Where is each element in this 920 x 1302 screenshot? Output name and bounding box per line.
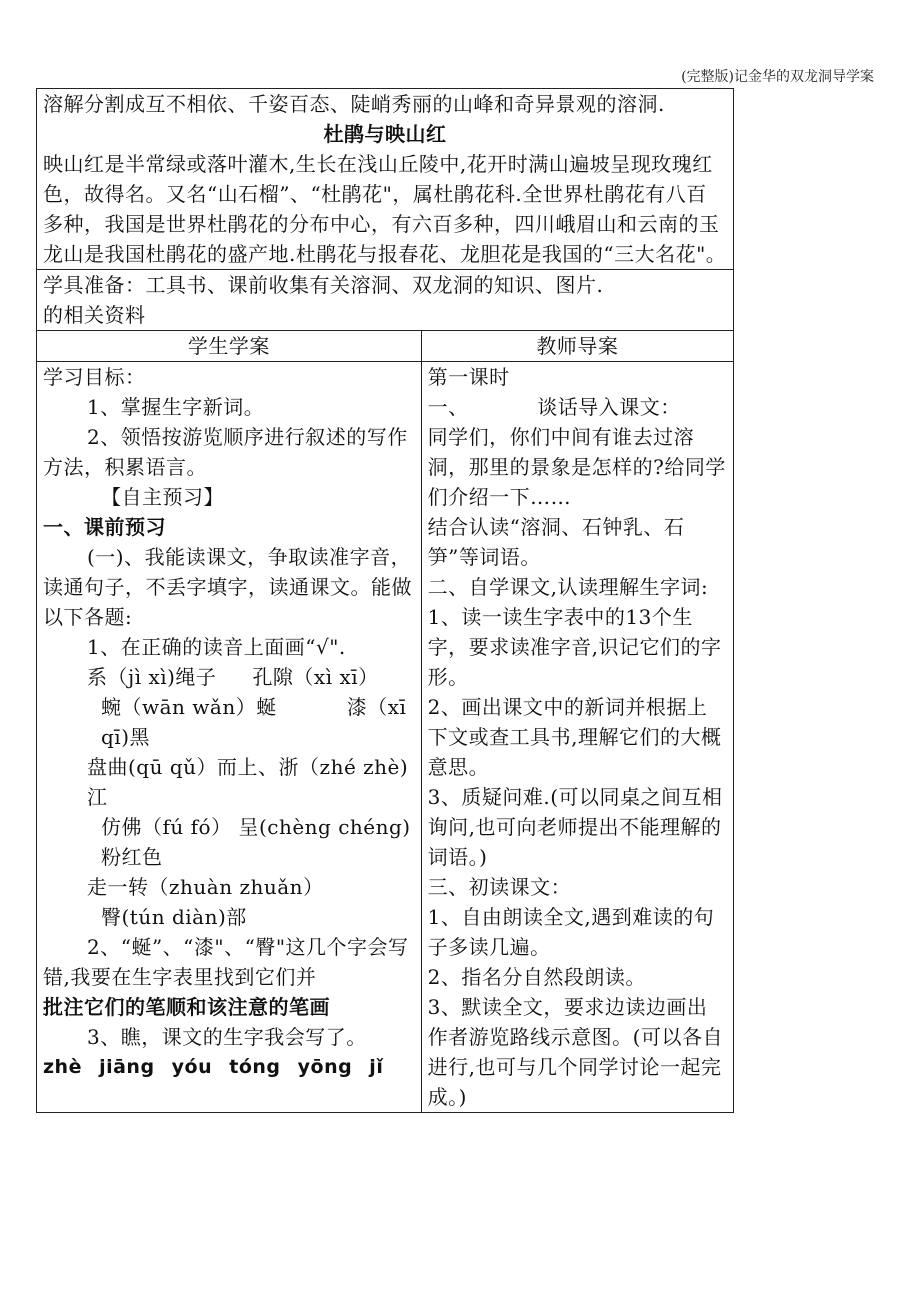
section-heading: 杜鹃与映山红 <box>323 122 447 146</box>
pronunciation-row: 臀(tún diàn)部 <box>101 905 247 929</box>
teacher-text: 1、自由朗读全文,遇到难读的句子多读几遍。 <box>427 905 715 959</box>
lesson-plan-table <box>36 88 734 1113</box>
prep-line: 学具准备：工具书、课前收集有关溶洞、双龙洞的知识、图片. <box>43 273 604 297</box>
pinyin-line: zhè jiāng yóu tóng yōng jǐ <box>43 1056 384 1078</box>
pronunciation-row <box>43 692 415 752</box>
question-2: 2、“蜒”、“漆"、“臀"这几个字会写错,我要在生字表里找到它们并 <box>43 935 409 989</box>
azalea-paragraph: 映山红是半常绿或落叶灌木,生长在浅山丘陵中,花开时满山遍坡呈现玫瑰红色，故得名。又名“山石榴”、“杜鹃花"，属杜鹃花科.全世界杜鹃花有八百多种，我国是世界杜鹃花的分布中心，有六百多种，四川峨眉山和云南的玉龙山是我国杜鹃花的盛产地.杜鹃花与报春花、龙胆花是我国的“三大名花"。 <box>43 152 727 266</box>
pronunciation-row: 仿佛（fú fó） 呈(chèng chéng)粉红色 <box>101 815 411 869</box>
intro-cell <box>37 89 734 270</box>
teacher-text: 2、画出课文中的新词并根据上下文或查工具书,理解它们的大概意思。 <box>427 695 722 779</box>
teacher-column-header: 教师导案 <box>421 331 733 362</box>
teacher-plan-cell <box>421 362 733 1113</box>
teacher-section-title: 二、自学课文,认读理解生字词: <box>427 575 709 599</box>
content-row <box>37 362 734 1113</box>
pronunciation-item: 系（jì xì)绳子 <box>87 665 217 689</box>
lesson-label: 第一课时 <box>427 365 510 389</box>
prep-row <box>37 270 734 331</box>
student-column-header: 学生学案 <box>37 331 422 362</box>
pronunciation-item: 孔隙（xì xī） <box>252 665 379 689</box>
pronunciation-row: 走一转（zhuàn zhuǎn） <box>87 875 324 899</box>
self-study-label: 【自主预习】 <box>101 485 224 509</box>
teacher-text: 3、质疑问难.(可以同桌之间互相询问,也可向老师提出不能理解的词语。) <box>427 785 723 869</box>
document-title-header: (完整版)记金华的双龙洞导学案 <box>681 69 874 85</box>
intro-paragraph: 溶解分割成互不相依、千姿百态、陡峭秀丽的山峰和奇异景观的溶洞. <box>43 92 665 116</box>
preview-section-title: 一、课前预习 <box>43 515 166 539</box>
teacher-text: 1、读一读生字表中的13个生字，要求读准字音,识记它们的字形。 <box>427 605 722 689</box>
goal-title: 学习目标： <box>43 365 146 389</box>
goal-item: 2、领悟按游览顺序进行叙述的写作方法，积累语言。 <box>43 425 408 479</box>
teacher-text: 3、默读全文，要求边读边画出作者游览路线示意图。(可以各自进行,也可与几个同学讨论一起完成。) <box>427 995 723 1109</box>
teacher-text: 结合认读“溶洞、石钟乳、石笋”等词语。 <box>427 515 685 569</box>
column-header-row <box>37 331 734 362</box>
pronunciation-item: 蜿（wān wǎn）蜒 <box>101 695 277 719</box>
teacher-text: 2、指名分自然段朗读。 <box>427 965 646 989</box>
pronunciation-row <box>43 662 415 692</box>
pronunciation-row: 盘曲(qū qǔ）而上、浙（zhé zhè)江 <box>87 755 409 809</box>
teacher-text: 同学们，你们中间有谁去过溶洞，那里的景象是怎样的?给同学们介绍一下…… <box>427 425 726 509</box>
prep-line-2: 的相关资料 <box>43 303 146 327</box>
student-plan-cell <box>37 362 422 1113</box>
question-1: 1、在正确的读音上面画“√". <box>87 635 346 659</box>
teacher-section-title: 三、初读课文： <box>427 875 572 899</box>
reading-task: (一)、我能读课文，争取读准字音，读通句子，不丢字填字，读通课文。能做以下各题: <box>43 545 412 629</box>
prep-cell <box>37 270 734 331</box>
question-2-note: 批注它们的笔顺和该注意的笔画 <box>43 995 330 1019</box>
teacher-section-title: 一、 谈话导入课文： <box>427 395 681 419</box>
intro-row <box>37 89 734 270</box>
question-3: 3、瞧，课文的生字我会写了。 <box>87 1025 367 1049</box>
pronunciation-item: 漆（xī qī)黑 <box>101 695 407 749</box>
goal-item: 1、掌握生字新词。 <box>87 395 265 419</box>
